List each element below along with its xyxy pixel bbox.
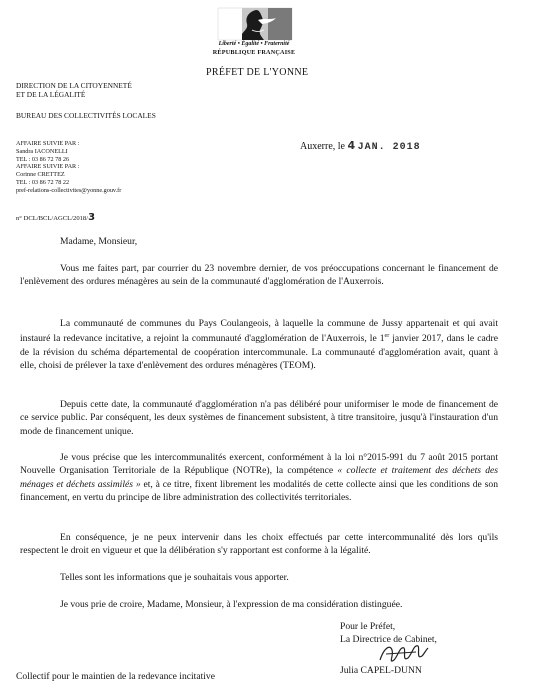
reference-number [16, 212, 95, 223]
date-line [300, 139, 421, 153]
sender-bureau: BUREAU DES COLLECTIVITÉS LOCALES [16, 111, 156, 120]
contact-line: TEL : 03 86 72 78 26 [16, 155, 70, 163]
republic-name: RÉPUBLIQUE FRANÇAISE [212, 49, 296, 56]
paragraph-7: Je vous prie de croire, Madame, Monsieur, à l'expression de ma considération distinguée. [60, 599, 403, 610]
direction-line-1: DIRECTION DE LA CITOYENNETÉ [16, 81, 132, 90]
paragraph-6: Telles sont les informations que je souhaitais vous apporter. [60, 572, 289, 583]
salutation: Madame, Monsieur, [60, 236, 138, 247]
contact-line: AFFAIRE SUIVIE PAR : [16, 163, 80, 171]
signatory-name: Julia CAPEL-DUNN [340, 665, 422, 676]
signature-line-1: Pour le Préfet, [340, 621, 396, 632]
paragraph-5: En conséquence, je ne peux intervenir dans les choix effectués par cette intercommunalité dès lors qu'ils respectent le droit en vigueur et que la délibération s'y rapportant est conforme à la légalité. [20, 532, 498, 557]
recipient: Collectif pour le maintien de la redevance incitative [16, 671, 215, 682]
republic-motto: Liberté • Égalité • Fraternité [218, 41, 290, 47]
date-day: 4 [347, 139, 356, 152]
paragraph-1: Vous me faites part, par courrier du 23 novembre dernier, de vos préoccupations concernant le financement de l'enlèvement des ordures ménagères au sein de la communauté d'agglomération de l'Auxerrois. [20, 263, 498, 288]
date-prefix: Auxerre, le [300, 141, 345, 152]
contact-line: TEL : 03 86 72 78 22 [16, 178, 70, 186]
direction-line-2: ET DE LA LÉGALITÉ [16, 89, 86, 99]
reference-prefix: n° DCL/BCL/AGCL/2018/ [16, 215, 89, 222]
reference-handwritten: 3 [88, 212, 96, 223]
contact-line: Sandra IACONELLI [16, 147, 68, 155]
date-stamp: JAN. 2018 [357, 142, 421, 153]
paragraph-2: La communauté de communes du Pays Coulangeois, à laquelle la commune de Jussy appartenait et qui avait instauré la redevance incitative, a rejoint la communauté d'agglomération de l'Auxerrois, le 1er janvier 2017, dans le cadre de la révision du schéma départemental de coopération intercommunale. La communauté d'agglomération avait, quant à elle, choisi de prélever la taxe d'enlèvement des ordures ménagères (TEOM). [20, 318, 498, 372]
paragraph-4: Je vous précise que les intercommunalités exercent, conformément à la loi n°2015-991 du 7 août 2015 portant Nouvelle Organisation Territoriale de la République (NOTRe), la compétence « collecte et traitement des déchets des ménages et déchets assimilés » et, à ce titre, fixent librement les modalités de cette collecte ainsi que les conditions de son financement, en vertu du principe de libre administration des collectivités territoriales. [20, 452, 499, 503]
paragraph-3: Depuis cette date, la communauté d'agglomération n'a pas délibéré pour uniformiser le mode de financement de ce service public. Par conséquent, les deux systèmes de financement subsistent, à titre transitoire, jusqu'à l'instauration d'un mode de financement unique. [20, 399, 498, 437]
sender-direction [16, 82, 132, 99]
contact-block [16, 140, 121, 195]
contact-line: AFFAIRE SUIVIE PAR : [16, 140, 80, 147]
prefect-title: PRÉFET DE L'YONNE [206, 67, 309, 78]
contact-email[interactable]: pref-relations-collectivites@yonne.gouv.fr [16, 186, 122, 194]
signature-line-2: La Directrice de Cabinet, [340, 634, 437, 645]
contact-line: Corinne CRETTEZ [16, 171, 65, 179]
